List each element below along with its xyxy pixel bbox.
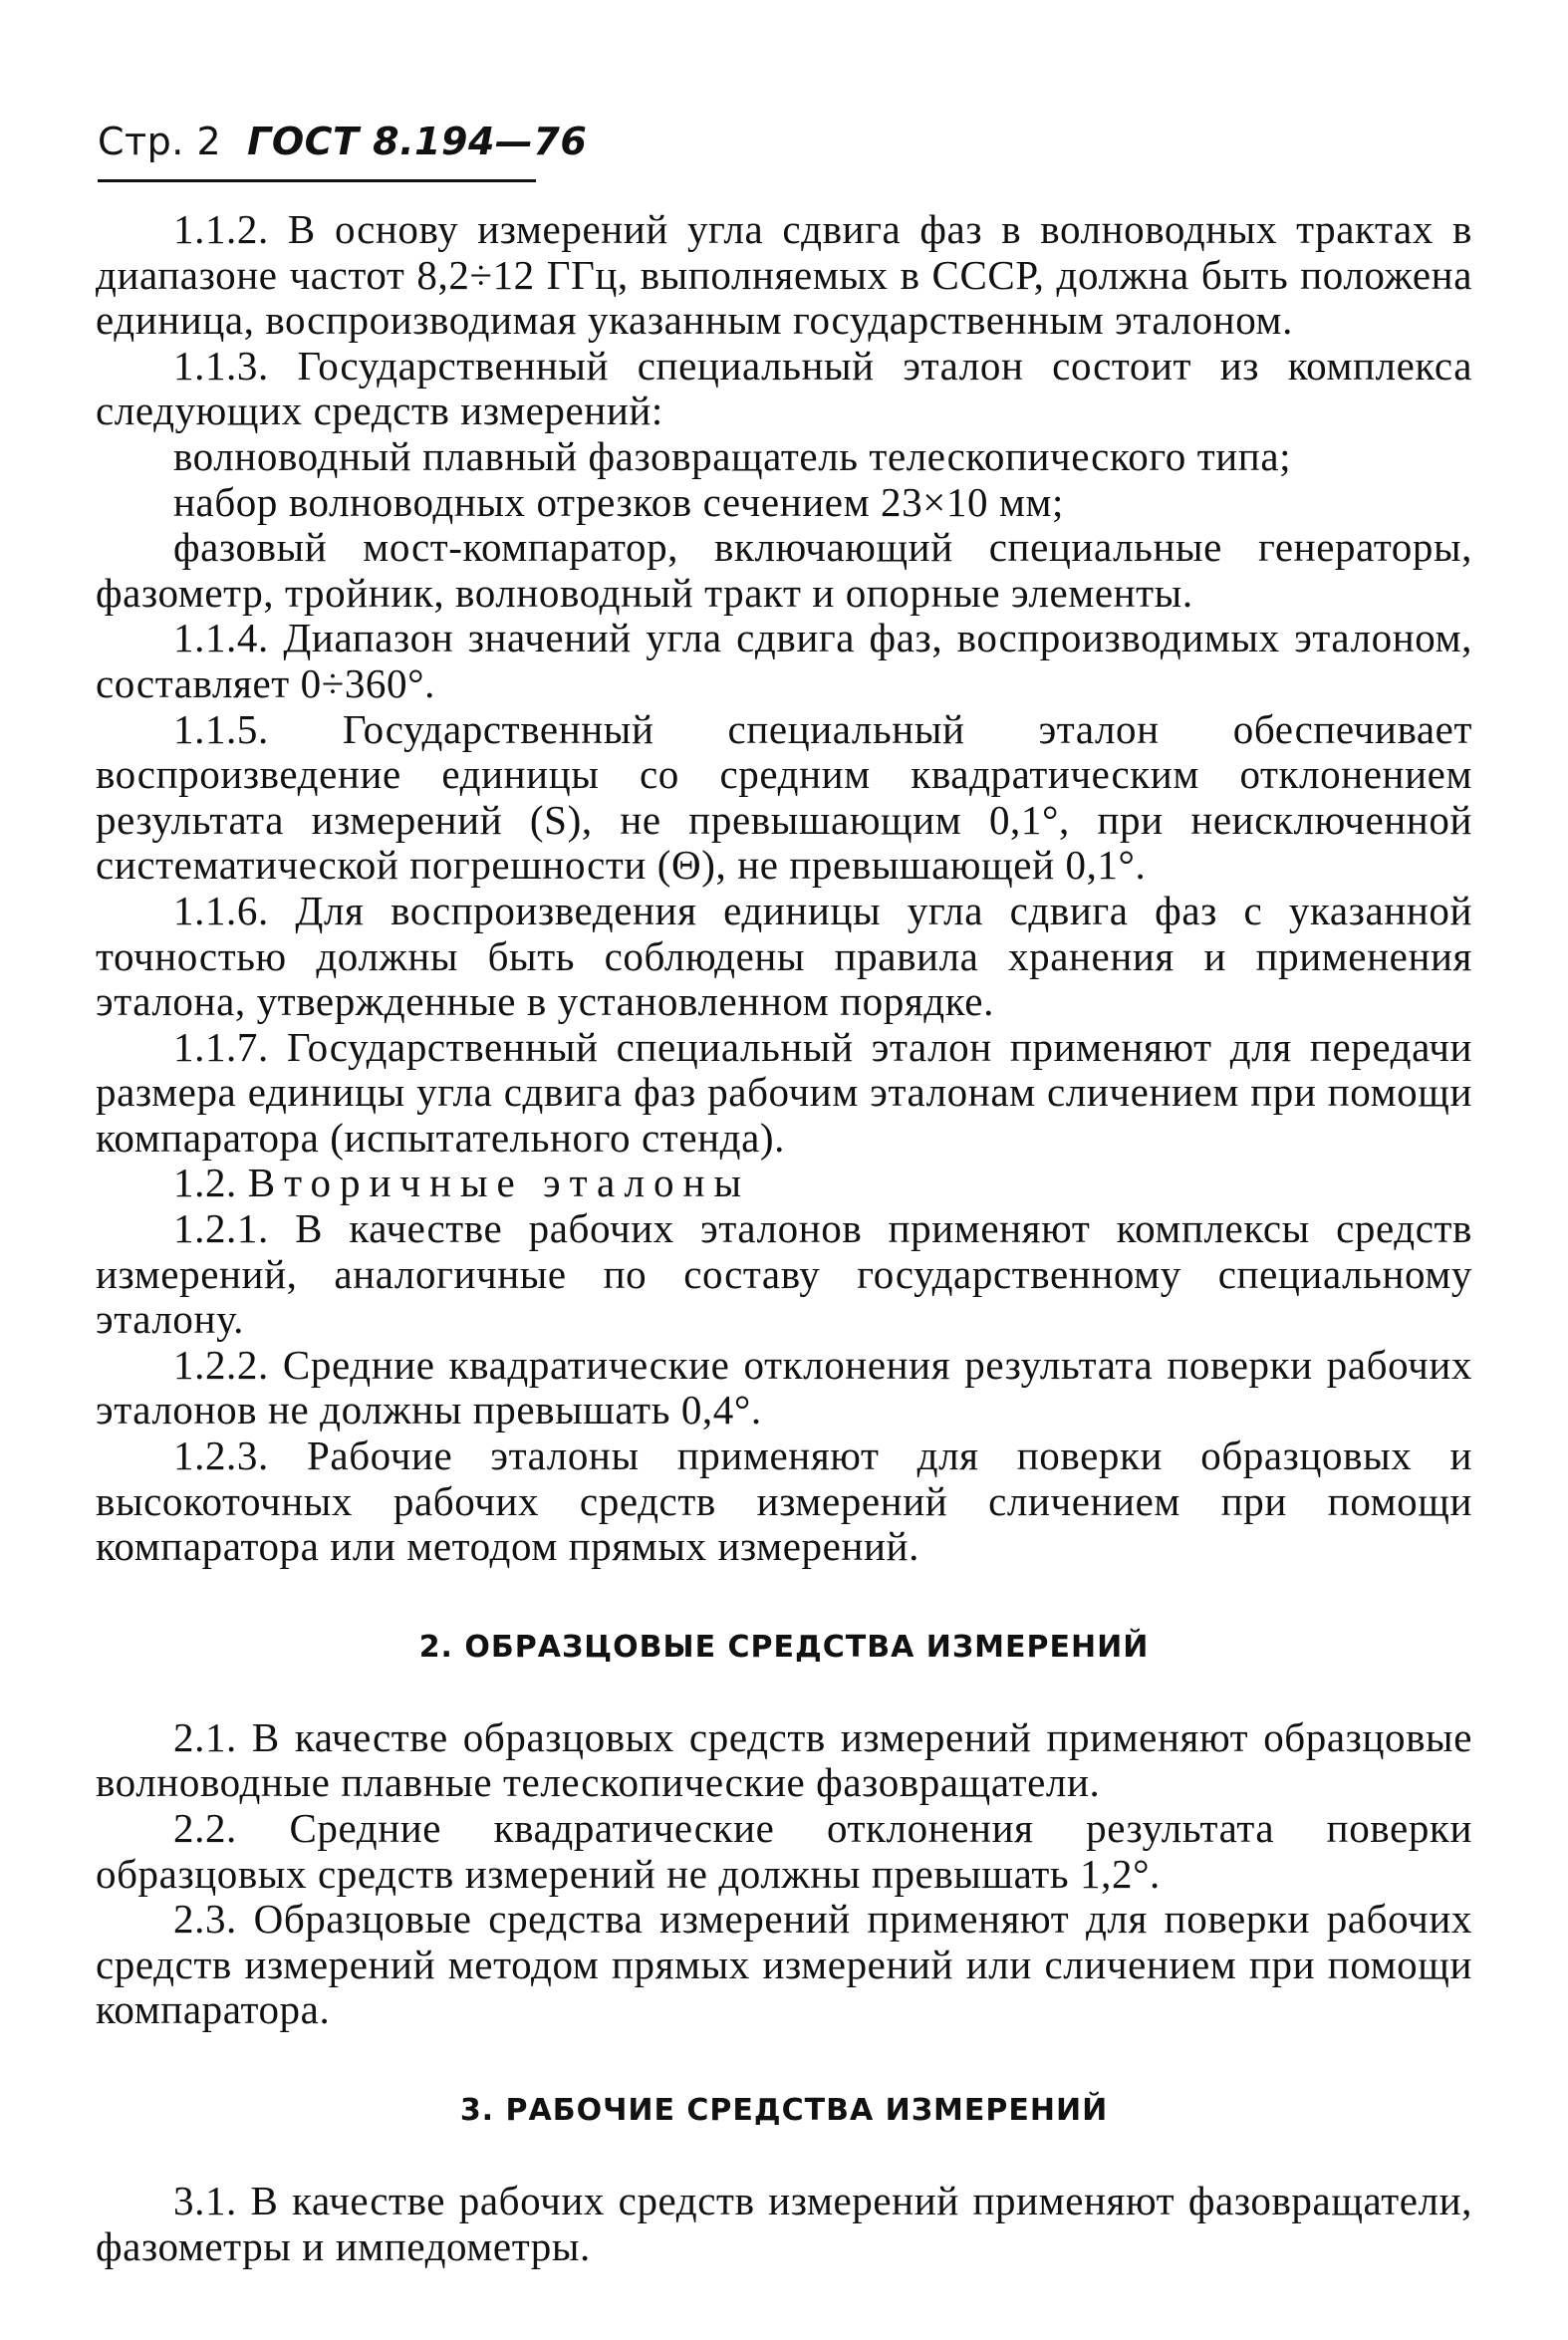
paragraph-1-1-5: 1.1.5. Государственный специальный эталон обеспечивает воспроизведение единицы со средним квадратическим отклонением результата измерений (S), не превышающим 0,1°, при неисключенной систематической погрешности (Θ), не превышающей 0,1°. (96, 705, 1472, 889)
paragraph-2-2: 2.2. Средние квадратические отклонения результата поверки образцовых средств измерений не должны превышать 1,2°. (96, 1805, 1472, 1897)
paragraph-1-1-2: 1.1.2. В основу измерений угла сдвига фаз в волноводных трактах в диапазоне частот 8,2÷12 ГГц, выполняемых в СССР, должна быть положена единица, воспроизводимая указанным государственным эталоном. (96, 206, 1472, 344)
paragraph-1-2-3: 1.2.3. Рабочие эталоны применяют для поверки образцовых и высокоточных рабочих средств измерений сличением при помощи компаратора или методом прямых измерений. (96, 1432, 1472, 1570)
subsection-number: 1.2. (173, 1160, 237, 1206)
subsection-title: Вторичные эталоны (247, 1160, 751, 1206)
running-header (98, 118, 588, 182)
subsection-heading-1-2 (96, 1161, 1472, 1206)
section-heading-3: 3. РАБОЧИЕ СРЕДСТВА ИЗМЕРЕНИЙ (459, 2092, 1109, 2128)
document-body (96, 207, 1472, 2269)
list-item-waveguide-sections: набор волноводных отрезков сечением 23×10 мм; (173, 478, 1065, 525)
paragraph-3-1: 3.1. В качестве рабочих средств измерений применяют фазовращатели, фазометры и импедометры. (96, 2177, 1472, 2269)
paragraph-1-1-3: 1.1.3. Государственный специальный эталон состоит из комплекса следующих средств измерений: (96, 342, 1472, 434)
paragraph-1-1-7: 1.1.7. Государственный специальный эталон применяют для передачи размера единицы угла сдвига фаз рабочим эталонам сличением при помощи компаратора (испытательного стенда). (96, 1023, 1472, 1161)
section-heading-2: 2. ОБРАЗЦОВЫЕ СРЕДСТВА ИЗМЕРЕНИЙ (418, 1629, 1150, 1665)
standard-designation: ГОСТ 8.194—76 (247, 120, 588, 163)
paragraph-1-2-2: 1.2.2. Средние квадратические отклонения результата поверки рабочих эталонов не должны превышать 0,4°. (96, 1341, 1472, 1433)
paragraph-1-1-6: 1.1.6. Для воспроизведения единицы угла сдвига фаз с указанной точностью должны быть соблюдены правила хранения и применения эталона, утвержденные в установленном порядке. (96, 887, 1472, 1025)
list-item-phase-shifter: волноводный плавный фазовращатель телескопического типа; (173, 432, 1292, 479)
page-number: Стр. 2 (98, 120, 222, 163)
paragraph-1-1-4: 1.1.4. Диапазон значений угла сдвига фаз, воспроизводимых эталоном, составляет 0÷360°. (96, 615, 1472, 706)
paragraph-1-2-1: 1.2.1. В качестве рабочих эталонов применяют комплексы средств измерений, аналогичные по составу государственному специальному эталону. (96, 1205, 1472, 1343)
list-item-phase-bridge: фазовый мост-компаратор, включающий специальные генераторы, фазометр, тройник, волноводный тракт и опорные элементы. (96, 524, 1472, 616)
paragraph-2-3: 2.3. Образцовые средства измерений применяют для поверки рабочих средств измерений методом прямых измерений или сличением при помощи компаратора. (96, 1896, 1472, 2033)
paragraph-2-1: 2.1. В качестве образцовых средств измерений применяют образцовые волноводные плавные телескопические фазовращатели. (96, 1713, 1472, 1806)
